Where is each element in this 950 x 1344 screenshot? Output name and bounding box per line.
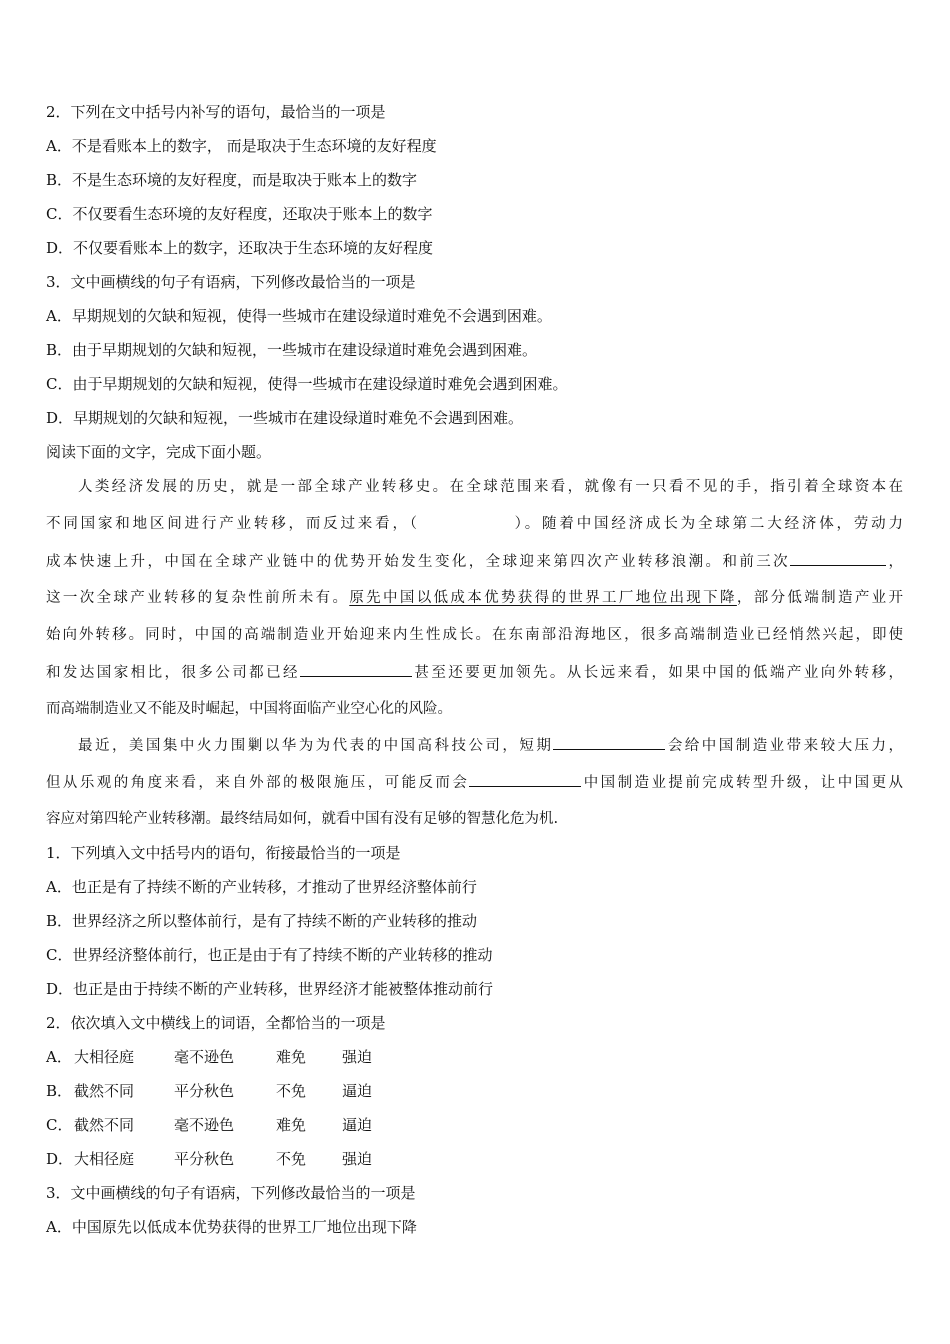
passage-text: 这一次全球产业转移的复杂性前所未有。 bbox=[46, 590, 350, 606]
question-3-option-a: A．早期规划的欠缺和短视，使得一些城市在建设绿道时难免不会遇到困难。 bbox=[46, 307, 552, 325]
word-option-d bbox=[46, 1149, 373, 1169]
passage-line bbox=[46, 662, 903, 683]
question-2-option-c: C．不仅要看生态环境的友好程度，还取决于账本上的数字 bbox=[46, 205, 433, 223]
word-option-c bbox=[46, 1115, 373, 1135]
question-2b-stem: 2．依次填入文中横线上的词语，全都恰当的一项是 bbox=[46, 1014, 386, 1032]
passage-text: 始向外转移。同时，中国的高端制造业开始迎来内生性成长。在东南部沿海地区，很多高端制造业已经悄然兴起，即使 bbox=[46, 627, 903, 643]
option-word: 难免 bbox=[276, 1116, 307, 1134]
option-word: 强迫 bbox=[342, 1150, 373, 1168]
question-2-option-b: B．不是生态环境的友好程度，而是取决于账本上的数字 bbox=[46, 171, 418, 189]
passage-line bbox=[46, 588, 903, 608]
fill-blank-1 bbox=[790, 551, 886, 566]
word-option-a bbox=[46, 1047, 373, 1067]
option-word: 不免 bbox=[276, 1082, 307, 1100]
question-1-stem: 1．下列填入文中括号内的语句，衔接最恰当的一项是 bbox=[46, 844, 401, 862]
question-2-stem: 2．下列在文中括号内补写的语句，最恰当的一项是 bbox=[46, 103, 386, 121]
option-word: 强迫 bbox=[342, 1048, 373, 1066]
passage-line bbox=[46, 551, 903, 572]
option-word: 平分秋色 bbox=[174, 1150, 235, 1168]
option-word: 毫不逊色 bbox=[174, 1048, 235, 1066]
passage-text: 但从乐观的角度来看，来自外部的极限施压，可能反而会 bbox=[46, 775, 470, 791]
question-1-option-d: D．也正是由于持续不断的产业转移，世界经济才能被整体推动前行 bbox=[46, 980, 494, 998]
option-word: 大相径庭 bbox=[74, 1048, 135, 1066]
option-label: A． bbox=[46, 1048, 72, 1066]
passage-line bbox=[46, 699, 903, 719]
option-word: 平分秋色 bbox=[174, 1082, 235, 1100]
option-word: 截然不同 bbox=[74, 1082, 135, 1100]
passage-text: 会给中国制造业带来较大压力， bbox=[665, 738, 904, 754]
underlined-sentence: 原先中国以低成本优势获得的世界工厂地位出现下降 bbox=[349, 590, 737, 606]
option-label: B． bbox=[46, 1082, 73, 1100]
option-word: 难免 bbox=[276, 1048, 307, 1066]
passage-text: 人类经济发展的历史，就是一部全球产业转移史。在全球范围来看，就像有一只看不见的手，指引着全球资本在 bbox=[78, 479, 903, 495]
option-word: 大相径庭 bbox=[74, 1150, 135, 1168]
question-3b-stem: 3．文中画横线的句子有语病，下列修改最恰当的一项是 bbox=[46, 1184, 416, 1202]
passage-text: ，部分低端制造产业开 bbox=[736, 590, 904, 606]
passage-line bbox=[78, 477, 903, 497]
passage-text: 容应对第四轮产业转移潮。最终结局如何，就看中国有没有足够的智慧化危为机. bbox=[46, 811, 559, 827]
fill-blank-2 bbox=[300, 662, 412, 677]
option-word: 毫不逊色 bbox=[174, 1116, 235, 1134]
option-word: 逼迫 bbox=[342, 1082, 373, 1100]
passage-text: 不同国家和地区间进行产业转移，而反过来看，（ bbox=[46, 516, 420, 532]
passage-line bbox=[78, 735, 903, 756]
question-2-option-d: D．不仅要看账本上的数字，还取决于生态环境的友好程度 bbox=[46, 239, 434, 257]
question-1-option-b: B．世界经济之所以整体前行，是有了持续不断的产业转移的推动 bbox=[46, 912, 478, 930]
option-label: D． bbox=[46, 1150, 74, 1168]
passage-text: 而高端制造业又不能及时崛起，中国将面临产业空心化的风险。 bbox=[46, 701, 452, 717]
passage-line bbox=[46, 809, 903, 829]
fill-blank-4 bbox=[469, 772, 581, 787]
question-1-option-a: A．也正是有了持续不断的产业转移，才推动了世界经济整体前行 bbox=[46, 878, 477, 896]
question-1-option-c: C．世界经济整体前行，也正是由于有了持续不断的产业转移的推动 bbox=[46, 946, 493, 964]
reading-instruction: 阅读下面的文字，完成下面小题。 bbox=[46, 443, 272, 461]
passage-text: 最近，美国集中火力围剿以华为为代表的中国高科技公司，短期 bbox=[78, 738, 554, 754]
option-word: 截然不同 bbox=[74, 1116, 135, 1134]
passage-text: 成本快速上升，中国在全球产业链中的优势开始发生变化，全球迎来第四次产业转移浪潮。和前三次 bbox=[46, 554, 791, 570]
question-3-option-c: C．由于早期规划的欠缺和短视，使得一些城市在建设绿道时难免会遇到困难。 bbox=[46, 375, 568, 393]
fill-blank-3 bbox=[553, 735, 665, 750]
question-2-option-a: A．不是看账本上的数字， 而是取决于生态环境的友好程度 bbox=[46, 137, 437, 155]
option-word: 不免 bbox=[276, 1150, 307, 1168]
passage-text: 和发达国家相比，很多公司都已经 bbox=[46, 665, 300, 681]
question-3b-option-a: A．中国原先以低成本优势获得的世界工厂地位出现下降 bbox=[46, 1218, 417, 1236]
passage-text: ）。随着中国经济成长为全球第二大经济体，劳动力 bbox=[511, 516, 904, 532]
passage-text: ， bbox=[886, 554, 904, 570]
question-3-stem: 3．文中画横线的句子有语病，下列修改最恰当的一项是 bbox=[46, 273, 416, 291]
option-word: 逼迫 bbox=[342, 1116, 373, 1134]
passage-line bbox=[46, 514, 903, 534]
passage-text: 甚至还要更加领先。从长远来看，如果中国的低端产业向外转移， bbox=[411, 665, 904, 681]
passage-line bbox=[46, 625, 903, 645]
question-3-option-d: D．早期规划的欠缺和短视，一些城市在建设绿道时难免不会遇到困难。 bbox=[46, 409, 524, 427]
question-3-option-b: B．由于早期规划的欠缺和短视，一些城市在建设绿道时难免会遇到困难。 bbox=[46, 341, 538, 359]
passage-line bbox=[46, 772, 903, 793]
passage-text: 中国制造业提前完成转型升级，让中国更从 bbox=[581, 775, 903, 791]
word-option-b bbox=[46, 1081, 373, 1101]
option-label: C． bbox=[46, 1116, 73, 1134]
